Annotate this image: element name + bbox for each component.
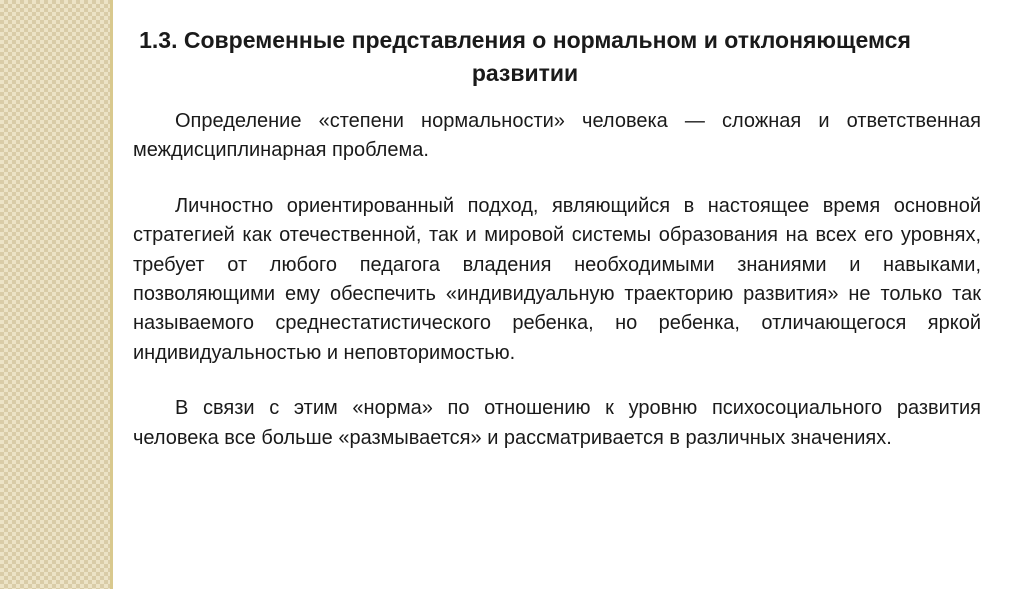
paragraph-approach: Личностно ориентированный подход, являющийся в настоящее время основной стратегией как отечественной, так и мировой системы образования на всех его уровнях, требует от любого педагога владения необходимыми знаниями и навыками, позволяющими ему обеспечить «индивидуальную траекторию развития» не только так называемого среднестатистического ребенка, но ребенка, отличающегося яркой индивидуальностью и неповторимостью. (133, 194, 981, 364)
slide-title (60, 24, 990, 90)
paragraph-definition: Определение «степени нормальности» человека — сложная и ответственная междисциплинарная проблема. (133, 110, 981, 162)
slide-title-line-2: развитии (471, 60, 579, 86)
paragraph-norm: В связи с этим «норма» по отношению к уровню психосоциального развития человека все больше «размывается» и рассматривается в различных значениях. (133, 397, 981, 449)
slide-title-line-1: 1.3. Современные представления о нормальном и отклоняющемся (139, 27, 911, 53)
slide-body (133, 107, 981, 479)
